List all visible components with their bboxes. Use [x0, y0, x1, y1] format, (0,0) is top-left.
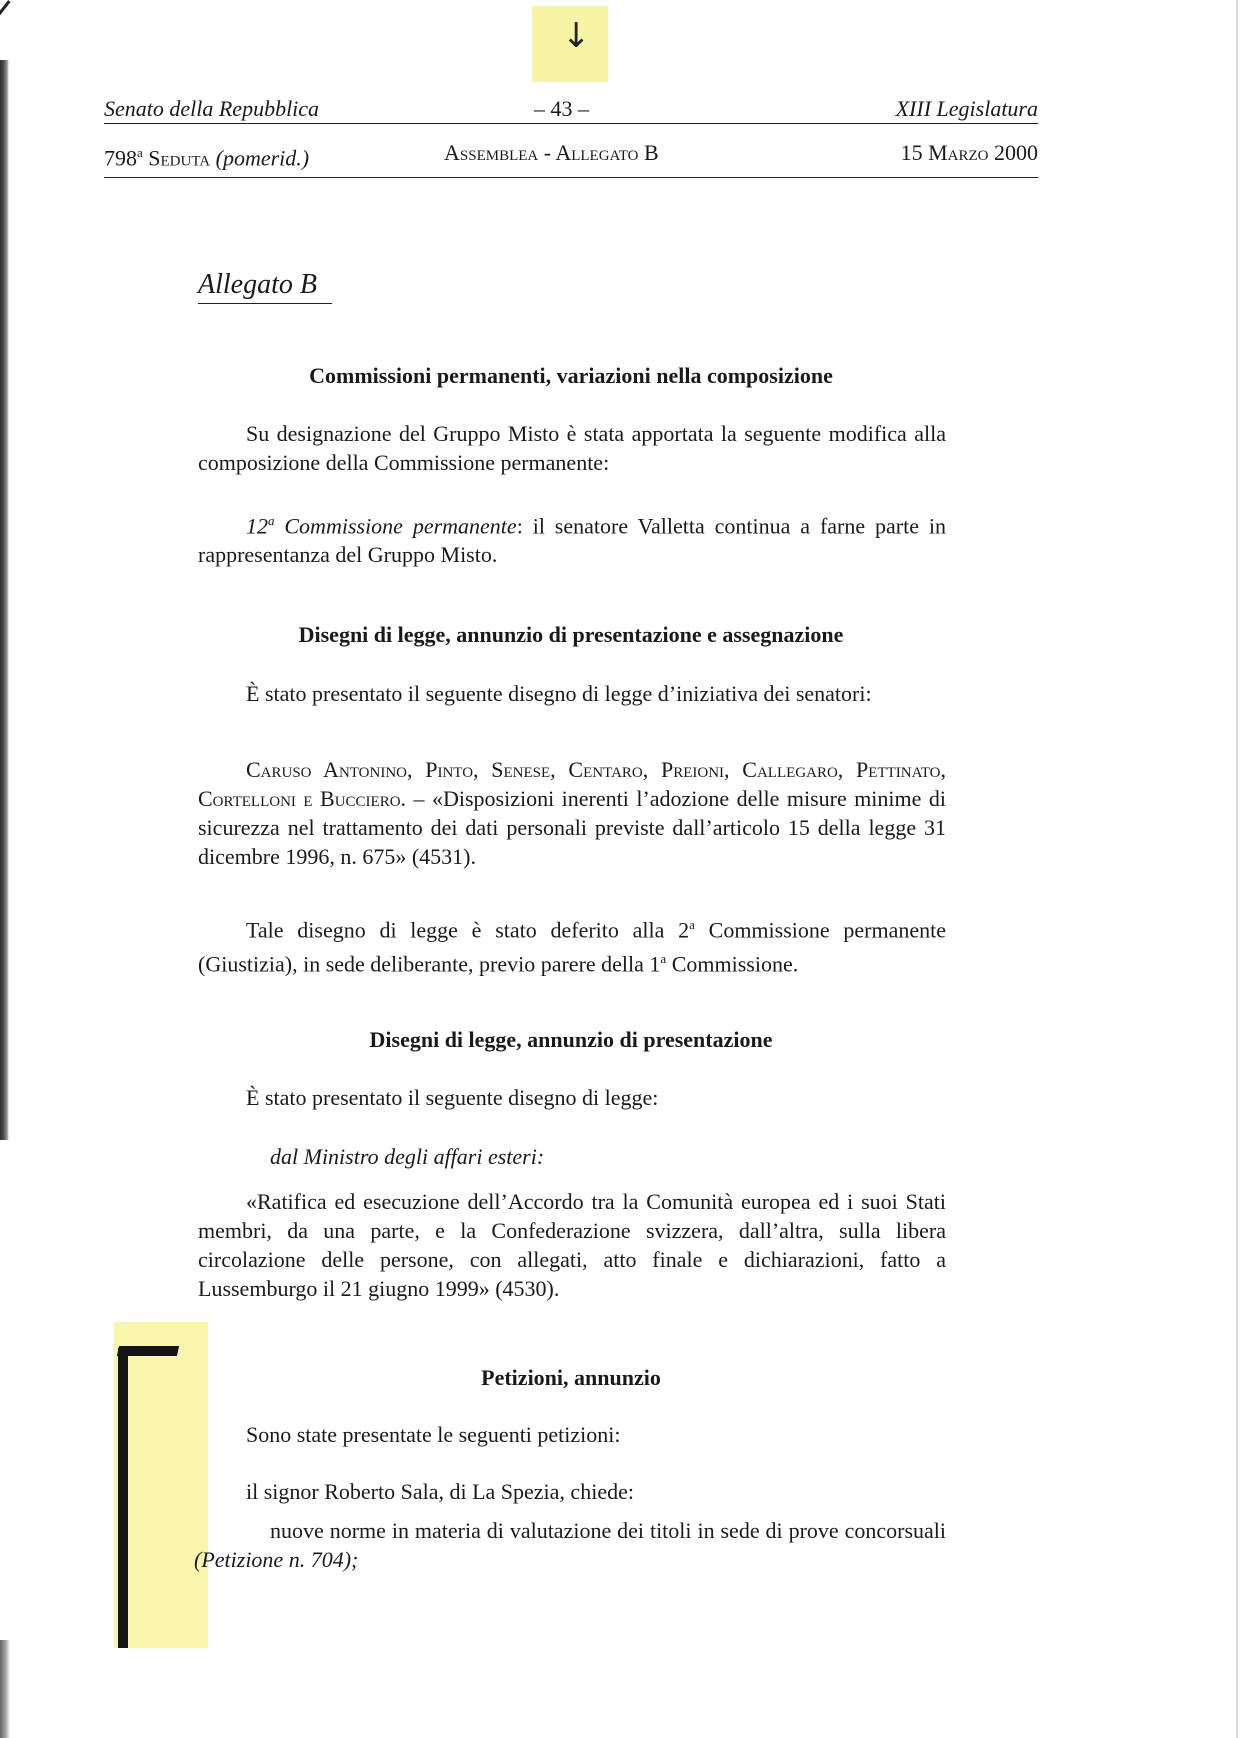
header-rule-top — [104, 123, 1038, 124]
commission-number-suffix: a — [268, 513, 275, 528]
paragraph-presentazione-intro — [198, 1083, 946, 1112]
paragraph-petizioni-intro — [198, 1420, 946, 1449]
ministry-line: dal Ministro degli affari esteri: — [270, 1144, 545, 1169]
scan-right-edge — [1236, 0, 1238, 1738]
paragraph-text: Tale disegno di legge è stato deferito alla 2 — [246, 917, 690, 943]
paragraph-commissioni-2 — [198, 506, 946, 569]
sitting-note: (pomerid.) — [215, 145, 310, 171]
sitting-number-suffix: a — [137, 145, 143, 160]
annex-title-underline — [198, 303, 332, 304]
sitting-number: 798 — [104, 145, 137, 171]
header-legislature: XIII Legislatura — [895, 96, 1038, 121]
paragraph-text: «Ratifica ed esecuzione dell’Accordo tra la Comunità europea ed i suoi Stati membri, da una parte, e la Confederazione svizzera, dall’altra, sulla libera circolazione delle persone, con allegati, atto finale e dichiarazioni, fatto a Lussemburgo il 21 giugno 1999» (4530). — [198, 1189, 946, 1301]
bill-title: – «Disposizioni inerenti l’adozione delle misure minime di sicurezza nel trattamento dei dati personali previste dall’articolo 15 della legge 31 dicembre 1996, n. 675» (4531). — [198, 786, 946, 869]
paragraph-ddl-assignment — [198, 910, 946, 979]
header-rule-bottom — [104, 177, 1038, 178]
paragraph-text: : il senatore Valletta continua a farne parte in rappresentanza del Gruppo Misto. — [198, 513, 946, 568]
paragraph-text: Sono state presentate le seguenti petizioni: — [246, 1422, 621, 1447]
paragraph-text: Commissione. — [666, 951, 799, 977]
margin-bracket-horizontal — [117, 1346, 179, 1356]
paragraph-text: il signor Roberto Sala, di La Spezia, chiede: — [246, 1479, 634, 1504]
header-section: Assemblea - Allegato B — [444, 140, 659, 165]
paragraph-petitioner — [198, 1477, 946, 1506]
scan-left-edge-bottom — [0, 1640, 10, 1738]
paragraph-text: È stato presentato il seguente disegno di legge d’iniziativa dei senatori: — [246, 681, 872, 706]
commission-number: 12 — [246, 513, 268, 539]
ordinal-suffix: a — [689, 917, 695, 932]
ordinal-suffix: a — [660, 951, 667, 967]
paragraph-text: Su designazione del Gruppo Misto è stata apportata la seguente modifica alla composizione della Commissione permanente: — [198, 421, 946, 475]
paragraph-text: Commissione permanente (Giustizia), in sede deliberante, previo parere della 1 — [198, 917, 947, 977]
paragraph-commissioni-1 — [198, 419, 946, 477]
paragraph-text: nuove norme in materia di valutazione dei titoli in sede di prove concorsuali — [270, 1518, 946, 1543]
petition-reference: (Petizione n. 704); — [194, 1547, 359, 1572]
sitting-word: Seduta — [148, 145, 211, 171]
commission-name: Commissione permanente — [274, 513, 517, 539]
paragraph-text: È stato presentato il seguente disegno di legge: — [246, 1085, 659, 1110]
paragraph-ddl-intro — [198, 679, 946, 708]
page-number: – 43 – — [534, 96, 589, 121]
scan-left-edge — [0, 60, 9, 1140]
heading-ddl-presentazione: Disegni di legge, annunzio di presentazione — [369, 1027, 773, 1052]
arrow-down-icon: ↓ — [562, 16, 591, 56]
header-institution: Senato della Repubblica — [104, 96, 320, 121]
heading-petizioni: Petizioni, annunzio — [481, 1365, 661, 1390]
header-sitting — [104, 140, 309, 171]
paragraph-ddl-authors — [198, 755, 946, 871]
heading-ddl-assegnazione: Disegni di legge, annunzio di presentazione e assegnazione — [298, 622, 844, 647]
senator-names: Caruso Antonino, Pinto, Senese, Centaro, Preioni, Callegaro, Pettinato, Cortelloni e Bucciero. — [198, 757, 946, 811]
header-date: 15 Marzo 2000 — [900, 140, 1038, 165]
heading-commissioni: Commissioni permanenti, variazioni nella composizione — [309, 363, 833, 388]
paragraph-petition-text — [194, 1516, 946, 1574]
paragraph-ratifica — [198, 1187, 946, 1303]
annex-title: Allegato B — [198, 269, 317, 300]
margin-bracket-vertical — [118, 1348, 128, 1648]
